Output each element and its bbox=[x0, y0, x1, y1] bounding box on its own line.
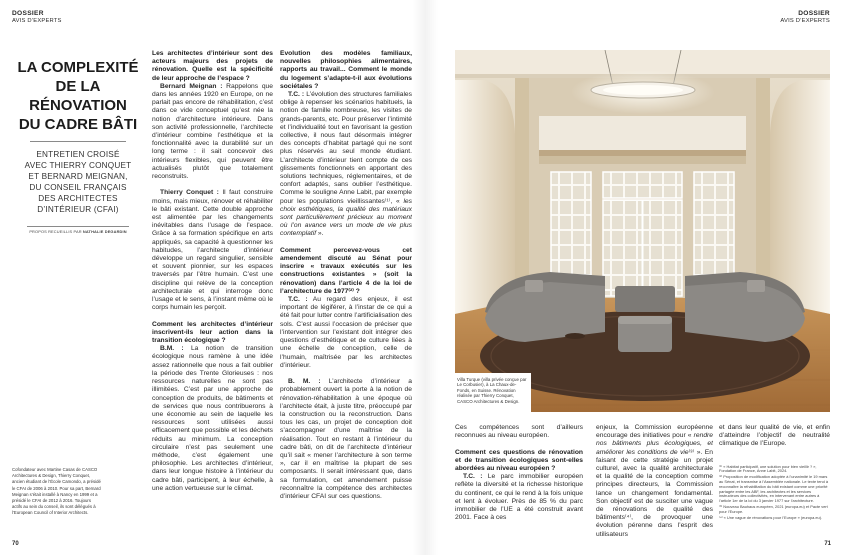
footnote: ⁽³⁾ Nouveau Bauhaus européen, 2021 (europa.eu) et Pacte vert pour l’Europe. bbox=[719, 503, 828, 514]
article-title bbox=[14, 58, 142, 134]
speaker-label: B. M. : bbox=[288, 378, 321, 386]
upper-gallery-opening bbox=[539, 116, 746, 152]
subtitle-line: ET BERNARD MEIGNAN, bbox=[28, 172, 128, 181]
interior-photo-frame bbox=[455, 50, 830, 412]
question-paragraph: Évolution des modèles familiaux, nouvelles philosophies alimentaires, rapports au travail... Comment le monde du logement s’adapte-t-il aux évolutions sociétales ? bbox=[280, 50, 412, 90]
section-label: DOSSIER bbox=[798, 10, 830, 17]
left-apse-niche bbox=[455, 80, 515, 314]
front-pouf-top bbox=[618, 316, 672, 324]
paragraph-quote: rendre nos bâtiments plus écologiques, et améliorer les conditions de vie bbox=[596, 432, 713, 456]
page-number: 70 bbox=[12, 541, 19, 547]
answer-paragraph bbox=[152, 189, 273, 312]
subtitle-line: D’INTÉRIEUR (CFAI) bbox=[37, 205, 119, 214]
answer-paragraph bbox=[152, 345, 273, 493]
footnote: ⁽²⁾ Proposition de modification adoptée à l’unanimité le 19 mars au Sénat, et transmise à l’Assemblée nationale. Le texte tend à reconnaître la réhabilitation du bâti existant comme une priorité partagée entre les ABF, les architectes et les services instructeurs des collectivités, en intervenant entre autres à l’article 1er de la loi du 3 janvier 1977 sur l’architecture. bbox=[719, 474, 829, 504]
question-paragraph: Comment percevez-vous cet amendement discuté au Sénat pour inscrire « travaux exécutés sur les constructions existantes » (soit la rénovation) dans l’article 4 de la loi de l’architecture de 1977⁽²⁾ ? bbox=[280, 246, 412, 295]
subtitle-line: AVEC THIERRY CONQUET bbox=[24, 161, 132, 170]
footnote: ⁽⁴⁾ « Une vague de rénovations pour l’Europe » (europa.eu). bbox=[719, 514, 823, 520]
gallery-floor-band bbox=[539, 156, 746, 164]
answer-text: Au regard des enjeux, il est important de légiférer, à l’instar de ce qui a été fait pour lutter contre l’artificialisation des sols. C’est aussi l’occasion de préciser que l’intervention sur l’existant doit intégrer des questions d’esthétique et de culture liées à une échelle de conception, celle de l’humain, maîtrisée par les architectes d’intérieur. bbox=[280, 296, 412, 369]
continuation-paragraph bbox=[596, 424, 713, 539]
answer-tail: ». bbox=[316, 230, 324, 238]
text-column-a bbox=[152, 50, 273, 547]
question-paragraph: Comment les architectes d’intérieur inscrivent-ils leur action dans la transition écologique ? bbox=[152, 320, 273, 345]
side-table bbox=[565, 333, 585, 339]
answer-text: L’évolution des structures familiales oblige à repenser les scénarios habituels, la notion de famille nombreuse, les visites de grands-parents, etc. Pour préserver l’intimité et l’individualité tout en favorisant la gestion collective, il nous faut désormais intégrer des concepts d’habitat partagé qui ne sont plus réservés au seul monde étudiant. L’architecte d’intérieur tient compte de ces glissements fonctionnels en apportant des solutions techniques, réglementaires, et de confort adaptés, sans oublier l’esthétique. Comme le souligne Anne Labit, par exemple pour les populations vieillissantes⁽¹⁾, « bbox=[280, 91, 412, 205]
photo-caption-box bbox=[455, 373, 531, 413]
subtitle-line: ENTRETIEN CROISÉ bbox=[36, 150, 120, 159]
answer-text: Il faut construire moins, mais mieux, rénover et réhabiliter le bâti existant. Cette double approche est alimentée par les changements inévitables dans l’usage de l’espace. Grâce à sa formation spécifique en arts appliqués, sa capacité à questionner les habitudes, l’architecte d’intérieur développe un regard singulier, sensible et souvent pionnier, sur les espaces traversés par l’être humain. C’est une discipline qui relève de la conception architecturale et qui interroge donc l’usage et le sens, à l’instant même où le corps humain les perçoit. bbox=[152, 189, 273, 312]
right-pilaster bbox=[756, 78, 770, 300]
answer-text: L’architecte d’intérieur a probablement ouvert la porte à la notion de rénovation-réhabilitation à une époque où l’architecte était, à juste titre, préoccupé par la construction ou la reconstruction. Dans tous les cas, un projet de conception doit s’accompagner d’une maîtrise de la réalisation. Tout en restant à l’intérieur du cadre bâti, on dit de l’architecte d’intérieur qu’il sait « mener l’architecture à son terme », car il en maîtrise la plupart de ses composants. Il serait intéressant que, dans sa formulation, cet amendement puisse reconnaître la compétence des architectes d’intérieur CFAI sur ces questions. bbox=[280, 378, 412, 500]
byline-divider bbox=[27, 226, 129, 227]
answer-paragraph bbox=[152, 83, 273, 181]
speaker-label: B.M. : bbox=[160, 345, 184, 353]
right-sofa-cushion bbox=[747, 280, 765, 292]
answer-paragraph bbox=[455, 473, 583, 522]
question-paragraph: Comment ces questions de rénovation et de transition écologiques sont-elles abordées au niveau européen ? bbox=[455, 448, 583, 472]
text-column-3 bbox=[719, 424, 830, 548]
speaker-label: T.C. : bbox=[288, 91, 305, 99]
speaker-label: T.C. : bbox=[288, 296, 308, 304]
page-number: 71 bbox=[824, 541, 831, 547]
title-line: LA COMPLEXITÉ bbox=[17, 59, 139, 76]
subsection-label: AVIS D’EXPERTS bbox=[12, 17, 62, 24]
article-subtitle bbox=[14, 149, 142, 215]
author-bio-caption: Cofondateur avec Martine Casas de CASCO Architectures & Design, Thierry Conquet, ancien étudiant de l’École Camondo, a présidé le CFAI de 2006 à 2010. Pour sa part, Bernard Meignan s’était installé à Nancy en 1999 et a présidé le CFAI de 2012 à 2016. Toujours actifs au sein du conseil, ils sont délégués à l’European Council of Interior Architects. bbox=[12, 467, 101, 516]
section-label: DOSSIER bbox=[12, 10, 44, 17]
gallery-railing bbox=[539, 150, 746, 156]
title-line: RÉNOVATION bbox=[29, 97, 127, 114]
answer-paragraph bbox=[280, 378, 412, 501]
answer-text: Le parc immobilier européen reflète la diversité et la richesse historique du continent, ce qui le rend à la fois unique et lent à évoluer. Près de 85 % du parc immobilier de l’UE a été construit avant 2001. Face à ces bbox=[455, 473, 583, 522]
answer-paragraph bbox=[280, 91, 412, 239]
title-line: DE LA bbox=[55, 78, 101, 95]
subtitle-line: DU CONSEIL FRANÇAIS bbox=[29, 183, 127, 192]
text-column-2 bbox=[596, 424, 713, 548]
speaker-label: Bernard Meignan : bbox=[160, 82, 223, 90]
paragraph-tail: ⁽³⁾ ». En faisant de cette stratégie un projet culturel, avec la qualité architecturale et la qualité de la conception comme principes directeurs, la Commission lance un changement fondamental. Son objectif est de susciter une vague de rénovations de qualité des bâtiments⁽⁴⁾, de provoquer une évolution pérenne dans l’esprit des utilisateurs bbox=[596, 448, 713, 538]
continuation-paragraph: Ces compétences sont d’ailleurs reconnues au niveau européen. bbox=[455, 424, 583, 440]
byline bbox=[14, 229, 142, 234]
title-line: DU CADRE BÂTI bbox=[18, 116, 138, 133]
continuation-paragraph: et dans leur qualité de vie, et enfin d’atteindre l’objectif de neutralité climatique de l’Europe. bbox=[719, 424, 830, 448]
answer-text: La notion de transition écologique nous ramène à une idée assez rationnelle que nous a fait oublier la période des Trente Glorieuses : nos ressources naturelles ne sont pas illimitées. C’est par une approche de conception de produits, de bâtiments et de services que nous contribuerons à une économie au sein de laquelle les ressources sont utilisées aussi efficacement que possible et les déchets réduits au minimum. La conception circulaire n’est pas seulement une méthode, c’est également une philosophie. Les architectes d’intérieur, dans leur longue histoire à l’intérieur du cadre bâti, participent, à leur échelle, à une action vertueuse sur le climat. bbox=[152, 345, 273, 492]
byline-prefix: PROPOS RECUEILLIS PAR bbox=[29, 229, 82, 234]
lamp-diffuser bbox=[603, 85, 683, 95]
section-header bbox=[12, 10, 62, 25]
answer-text: Rappelons que dans les années 1920 en Europe, on ne parlait pas encore de réhabilitation, c’est dans ce vide conceptuel qu’est née la notion d’architecture intérieure. Dans son activité professionnelle, l’architecte d’intérieur combine l’esthétique et la fonctionnalité avec la durabilité sur un long terme : il sait concevoir des intérieurs flexibles, qui peuvent être actualisés plutôt que totalement reconstruits. bbox=[152, 82, 273, 181]
right-apse-niche bbox=[770, 80, 830, 314]
answer-quote: les choix esthétiques, la qualité des matériaux sont particulièrement précieux au moment où l’on avance vers un mode de vie plus contemplatif bbox=[280, 197, 412, 238]
left-sofa-cushion bbox=[525, 280, 543, 292]
subsection-label: AVIS D’EXPERTS bbox=[780, 17, 830, 24]
footnotes bbox=[719, 465, 830, 521]
footnote: ⁽¹⁾ « Habitat participatif, une solution pour bien vieillir ? », Fondation de France, Anne Labit, 2024. bbox=[719, 463, 817, 474]
paragraph-text: enjeux, la Commission européenne encourage des initiatives pour « bbox=[596, 424, 713, 440]
section-header bbox=[780, 10, 830, 25]
center-back-ottoman bbox=[615, 286, 675, 312]
byline-author: NATHALIE DEGARDIN bbox=[82, 229, 127, 234]
text-column-b bbox=[280, 50, 412, 547]
photo-caption: Villa Turque (villa privée conçue par Le Corbusier), à La Chaux-de-Fonds, en Suisse. Rénovation réalisée par Thierry Conquet, CASCO Architectures & Design. bbox=[457, 377, 527, 404]
title-divider bbox=[30, 141, 126, 142]
text-column-1 bbox=[455, 424, 583, 548]
interior-photo bbox=[455, 50, 830, 412]
door-transom bbox=[603, 172, 682, 198]
right-page bbox=[425, 0, 850, 555]
speaker-label: T.C. : bbox=[463, 473, 483, 481]
question-paragraph: Les architectes d’intérieur sont des acteurs majeurs des projets de rénovation. Quelle est la spécificité de leur approche de l’espace ? bbox=[152, 50, 273, 82]
subtitle-line: DES ARCHITECTES bbox=[38, 194, 118, 203]
speaker-label: Thierry Conquet : bbox=[160, 189, 219, 197]
answer-paragraph bbox=[280, 296, 412, 370]
left-pilaster bbox=[515, 78, 529, 300]
